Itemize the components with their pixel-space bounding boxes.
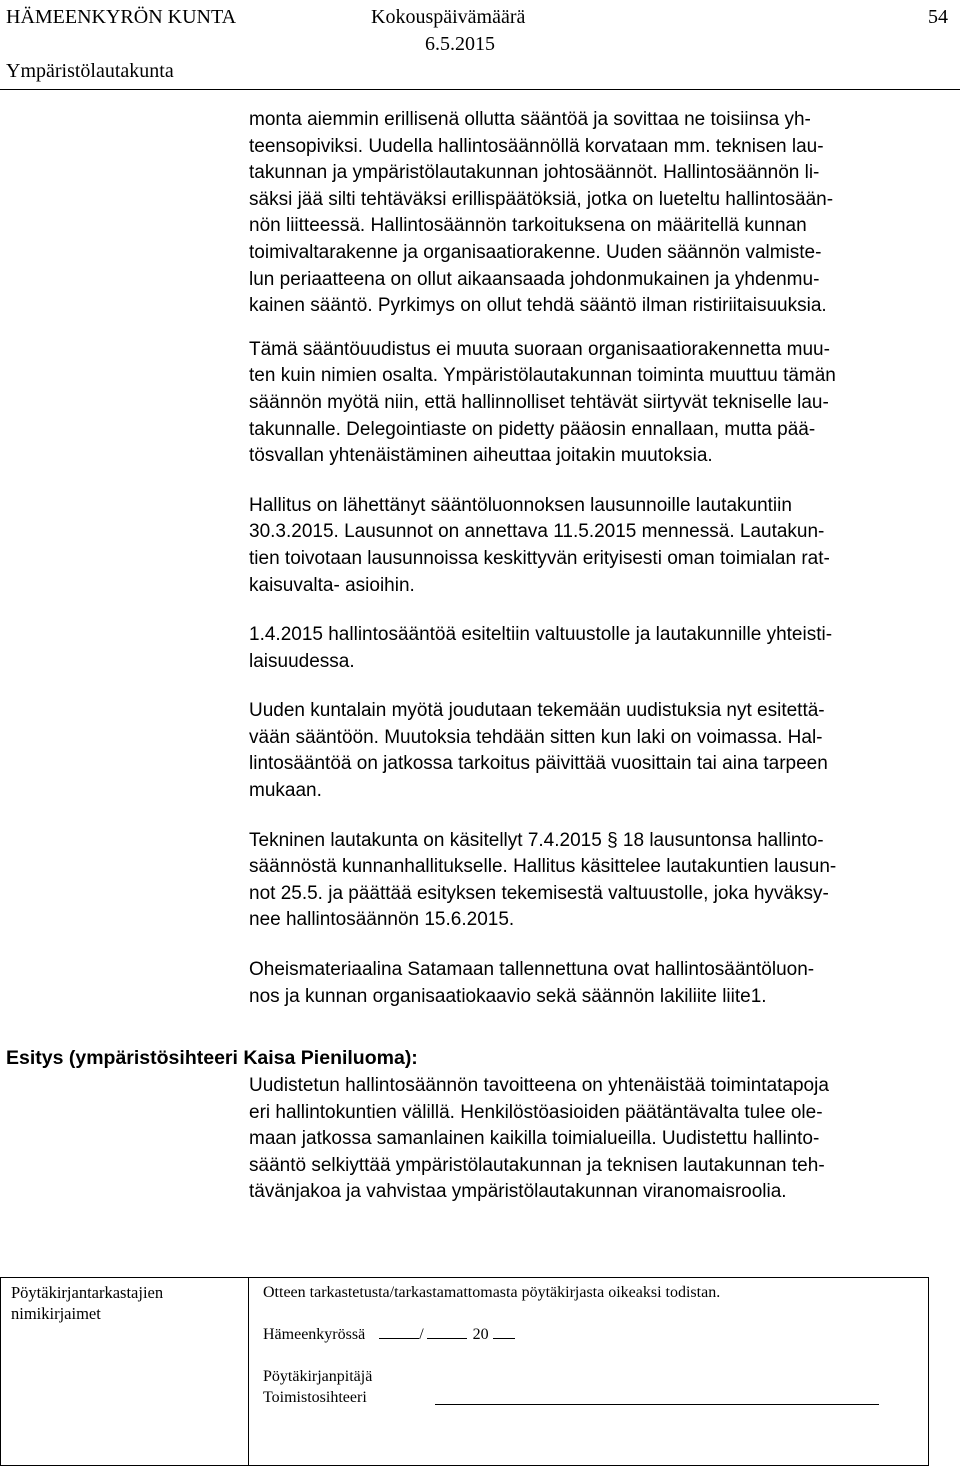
municipality-name: HÄMEENKYRÖN KUNTA [6,6,237,28]
date-slash: / [419,1326,424,1343]
proposal-heading: Esitys (ympäristösihteeri Kaisa Pieniluoma): [6,1047,418,1069]
month-blank [427,1324,467,1339]
proposal-text: Uudistetun hallintosäännön tavoitteena on yhtenäistää toimintatapoja eri hallintokuntien välillä. Henkilöstöasioiden päätäntävalta tulee ole- maan jatkossa samanlainen kaikilla toimialueilla. Uudistettu hallinto- sääntö selkiyttää ympäristölautakunnan ja teknisen lautakunnan teh- tävänjakoa ja vahvistaa ympäristölautakunnan viranomaisroolia. [249,1075,829,1203]
year-prefix: 20 [472,1326,489,1343]
place-date-line [263,1324,515,1345]
meeting-date: 6.5.2015 [425,33,495,55]
paragraph: Uuden kuntalain myötä joudutaan tekemään uudistuksia nyt esitettä- vään sääntöön. Muutoksia tehdään sitten kun laki on voimassa. Hal- lintosääntöä on jatkossa tarkoitus päivittää vuosittain tai aina tarpeen mukaan. [249,700,828,802]
paragraph: monta aiemmin erillisenä ollutta sääntöä ja sovittaa ne toisiinsa yh- teensopiviksi. Uudella hallintosäännöllä korvataan mm. teknisen lau- takunnan ja ympäristölautakunnan johtosäännöt. Hallintosäännön li- säksi jää silti tehtäväksi erillispäätöksiä, jotka on lueteltu hallintosään- nön liitteessä. Hallintosäännön tarkoituksena on määritellä kunnan toimivaltarakenne ja organisaatiorakenne. Uuden säännön valmiste- lun periaatteena on ollut aikaansaada johdonmukainen ja yhdenmu- kainen sääntö. Pyrkimys on ollut tehdä sääntö ilman ristiriitaisuuksia. [249,109,834,317]
paragraph: Oheismateriaalina Satamaan tallennettuna ovat hallintosääntöluon- nos ja kunnan organisaatiokaavio sekä säännön lakiliite liite1. [249,959,815,1007]
committee-name: Ympäristölautakunta [6,60,174,82]
paragraph: Tekninen lautakunta on käsitellyt 7.4.2015 § 18 lausuntonsa hallinto- säännöstä kunnanhallitukselle. Hallitus käsittelee lautakuntien lausun- not 25.5. ja päättää esityksen tekemisestä valtuustolle, joka hyväksy- nee hallintosäännön 15.6.2015. [249,829,837,931]
paragraph: Tämä sääntöuudistus ei muuta suoraan organisaatiorakennetta muu- ten kuin nimien osalta. Ympäristölautakunnan toiminta muuttuu tämän säännön myötä niin, että hallinnolliset tehtävät siirtyvät tekniselle lau- takunnalle. Delegointiaste on pidetty pääosin ennallaan, mutta pää- tösvallan yhtenäistäminen aiheuttaa joitakin muutoksia. [249,338,836,467]
day-blank [379,1324,419,1339]
document-body [249,107,949,1010]
date-label: Kokouspäivämäärä [371,6,526,28]
examiner-initials-label: Pöytäkirjantarkastajien nimikirjaimet [11,1283,164,1323]
keeper-label: Pöytäkirjanpitäjä [263,1368,373,1385]
paragraph: 1.4.2015 hallintosääntöä esiteltiin valtuustolle ja lautakunnille yhteisti- laisuudessa. [249,624,833,672]
place-name: Hämeenkyrössä [263,1326,366,1343]
page-number: 54 [928,6,948,28]
header-divider [0,89,960,90]
paragraph: Hallitus on lähettänyt sääntöluonnoksen lausunnoille lautakuntiin 30.3.2015. Lausunnot on annettava 11.5.2015 mennessä. Lautakun- tien toivotaan lausunnoissa keskittyvän erityisesti oman toimialan rat- kaisuvalta- asioihin. [249,494,830,596]
certification-text: Otteen tarkastetusta/tarkastamattomasta pöytäkirjasta oikeaksi todistan. [263,1284,721,1301]
year-blank [493,1324,515,1339]
examiner-initials-box [1,1278,249,1465]
signature-line [435,1404,879,1405]
keeper-title: Toimistosihteeri [263,1389,367,1406]
signature-footer [0,1277,929,1466]
